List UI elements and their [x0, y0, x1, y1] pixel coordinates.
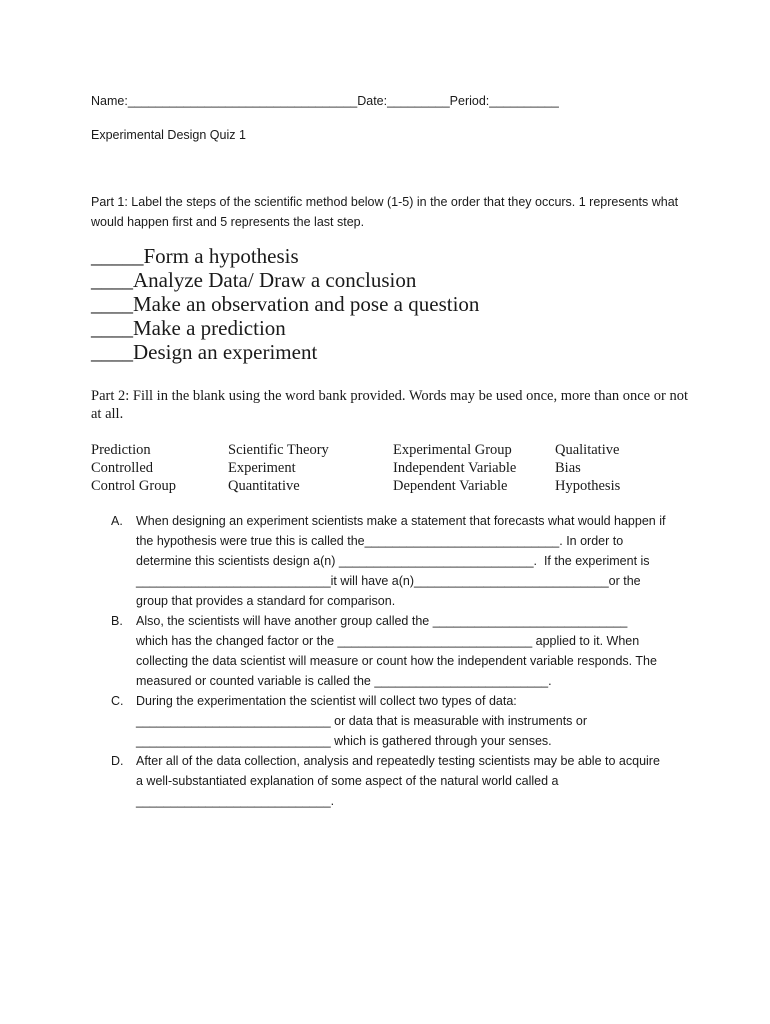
word-bank-column-4 [555, 441, 620, 495]
word-bank-term: Quantitative [228, 478, 300, 494]
step-item: _____Form a hypothesis [91, 244, 299, 268]
word-bank-term: Bias [555, 460, 581, 476]
question-line: which has the changed factor or the ____________________________ applied to it. When [136, 634, 640, 648]
question-d [91, 751, 691, 811]
word-bank-term: Independent Variable [393, 460, 517, 476]
word-bank-term: Scientific Theory [228, 442, 329, 458]
word-bank-term: Experiment [228, 460, 296, 476]
word-bank-term: Prediction [91, 442, 151, 458]
part2-instructions: Part 2: Fill in the blank using the word bank provided. Words may be used once, more than once or not at all. [91, 388, 688, 422]
question-line: ____________________________it will have a(n)____________________________or the [136, 574, 641, 588]
word-bank-column-2 [228, 441, 329, 495]
question-a [91, 511, 691, 611]
word-bank-term: Control Group [91, 478, 176, 494]
question-line: determine this scientists design a(n) ____________________________. If the experiment is [136, 554, 650, 568]
question-line: During the experimentation the scientist will collect two types of data: [136, 694, 517, 708]
word-bank-column-1 [91, 441, 176, 495]
step-item: ____Make a prediction [91, 316, 286, 340]
question-line: group that provides a standard for comparison. [136, 594, 396, 608]
word-bank-term: Dependent Variable [393, 478, 508, 494]
question-line: a well-substantiated explanation of some aspect of the natural world called a [136, 774, 559, 788]
word-bank-term: Experimental Group [393, 442, 512, 458]
question-b [91, 611, 691, 691]
word-bank-term: Controlled [91, 460, 154, 476]
part1-instructions: Part 1: Label the steps of the scientific method below (1-5) in the order that they occurs. 1 represents what would happen first and 5 represents the last step. [91, 195, 679, 229]
question-c [91, 691, 691, 751]
question-line: ____________________________. [136, 794, 335, 808]
word-bank-term: Qualitative [555, 442, 620, 458]
step-item: ____Make an observation and pose a question [91, 292, 480, 316]
question-line: ____________________________ which is gathered through your senses. [136, 734, 552, 748]
quiz-title: Experimental Design Quiz 1 [91, 128, 246, 142]
question-line: When designing an experiment scientists make a statement that forecasts what would happen if [136, 514, 666, 528]
question-line: measured or counted variable is called the _________________________. [136, 674, 552, 688]
step-item: ____Analyze Data/ Draw a conclusion [91, 268, 417, 292]
question-letter: D. [111, 754, 124, 768]
question-line: Also, the scientists will have another group called the ____________________________ [136, 614, 628, 628]
fill-in-questions [91, 511, 691, 811]
question-letter: B. [111, 614, 123, 628]
scientific-method-steps [91, 244, 479, 364]
question-letter: C. [111, 694, 124, 708]
question-letter: A. [111, 514, 123, 528]
name-date-period-line: Name:_________________________________Date:_________Period:__________ [91, 94, 559, 108]
step-item: ____Design an experiment [91, 340, 318, 364]
question-line: collecting the data scientist will measure or count how the independent variable responds. The [136, 654, 657, 668]
question-line: ____________________________ or data that is measurable with instruments or [136, 714, 588, 728]
question-line: the hypothesis were true this is called the____________________________. In order to [136, 534, 624, 548]
word-bank-column-3 [393, 441, 516, 495]
word-bank-term: Hypothesis [555, 478, 621, 494]
question-line: After all of the data collection, analysis and repeatedly testing scientists may be able to acquire [136, 754, 660, 768]
